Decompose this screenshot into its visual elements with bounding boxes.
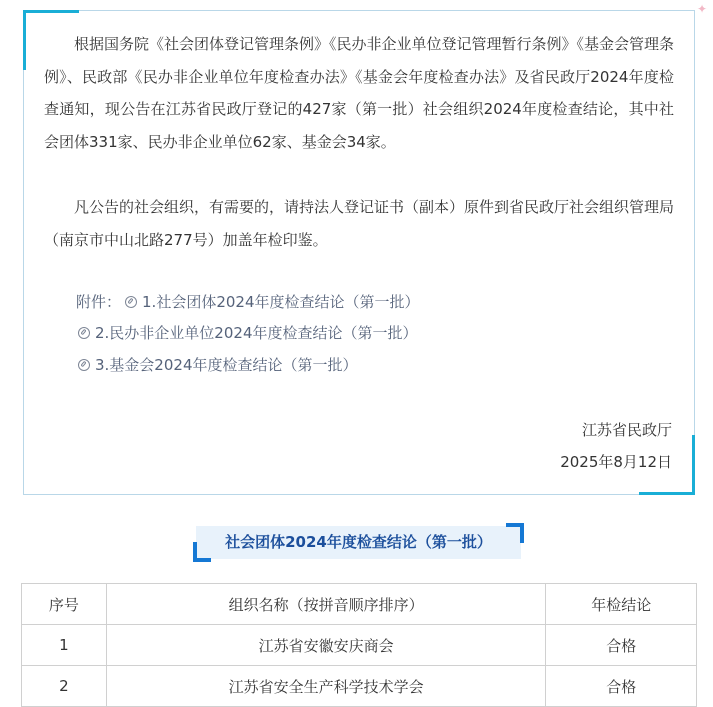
notice-paragraph-1: 根据国务院《社会团体登记管理条例》《民办非企业单位登记管理暂行条例》《基金会管理条例》、民政部《民办非企业单位年度检查办法》《基金会年度检查办法》及省民政厅2024年度检查通知，现公告在江苏省民政厅登记的427家（第一批）社会组织2024年度检查结论，其中社会团体331家、民办非企业单位62家、基金会34家。 <box>44 35 675 151</box>
sparkle-icon: ✦ <box>696 2 707 16</box>
cell-result: 合格 <box>546 625 697 666</box>
cell-org-name: 江苏省安徽安庆商会 <box>106 625 546 666</box>
section-title: 社会团体2024年度检查结论（第一批） <box>225 533 492 551</box>
results-table <box>21 583 697 707</box>
header-org-name: 组织名称（按拼音顺序排序） <box>106 584 546 625</box>
cell-index: 1 <box>22 625 107 666</box>
table-row <box>22 625 697 666</box>
corner-decoration <box>23 10 26 70</box>
header-index: 序号 <box>22 584 107 625</box>
corner-decoration <box>639 492 695 495</box>
table-header-row <box>22 584 697 625</box>
attachment-row-3 <box>78 355 358 375</box>
header-result: 年检结论 <box>546 584 697 625</box>
table-row <box>22 666 697 707</box>
section-title-banner <box>196 526 521 559</box>
notice-box <box>23 10 695 495</box>
corner-decoration <box>692 435 695 495</box>
cell-index: 2 <box>22 666 107 707</box>
cell-result: 合格 <box>546 666 697 707</box>
notice-paragraph-2: 凡公告的社会组织，有需要的，请持法人登记证书（副本）原件到省民政厅社会组织管理局（南京市中山北路277号）加盖年检印鉴。 <box>44 198 675 249</box>
attachment-row-1 <box>76 292 420 312</box>
cell-org-name: 江苏省安全生产科学技术学会 <box>106 666 546 707</box>
attachment-link-3[interactable]: 3.基金会2024年度检查结论（第一批） <box>95 356 358 374</box>
signer: 江苏省民政厅 <box>581 421 672 439</box>
notice-date: 2025年8月12日 <box>560 453 672 471</box>
link-icon <box>78 327 90 339</box>
attachments-label: 附件： <box>76 293 122 311</box>
corner-decoration <box>23 10 79 13</box>
attachment-link-2[interactable]: 2.民办非企业单位2024年度检查结论（第一批） <box>95 324 418 342</box>
link-icon <box>78 359 90 371</box>
attachment-row-2 <box>78 323 418 343</box>
attachment-link-1[interactable]: 1.社会团体2024年度检查结论（第一批） <box>142 293 420 311</box>
link-icon <box>125 296 137 308</box>
